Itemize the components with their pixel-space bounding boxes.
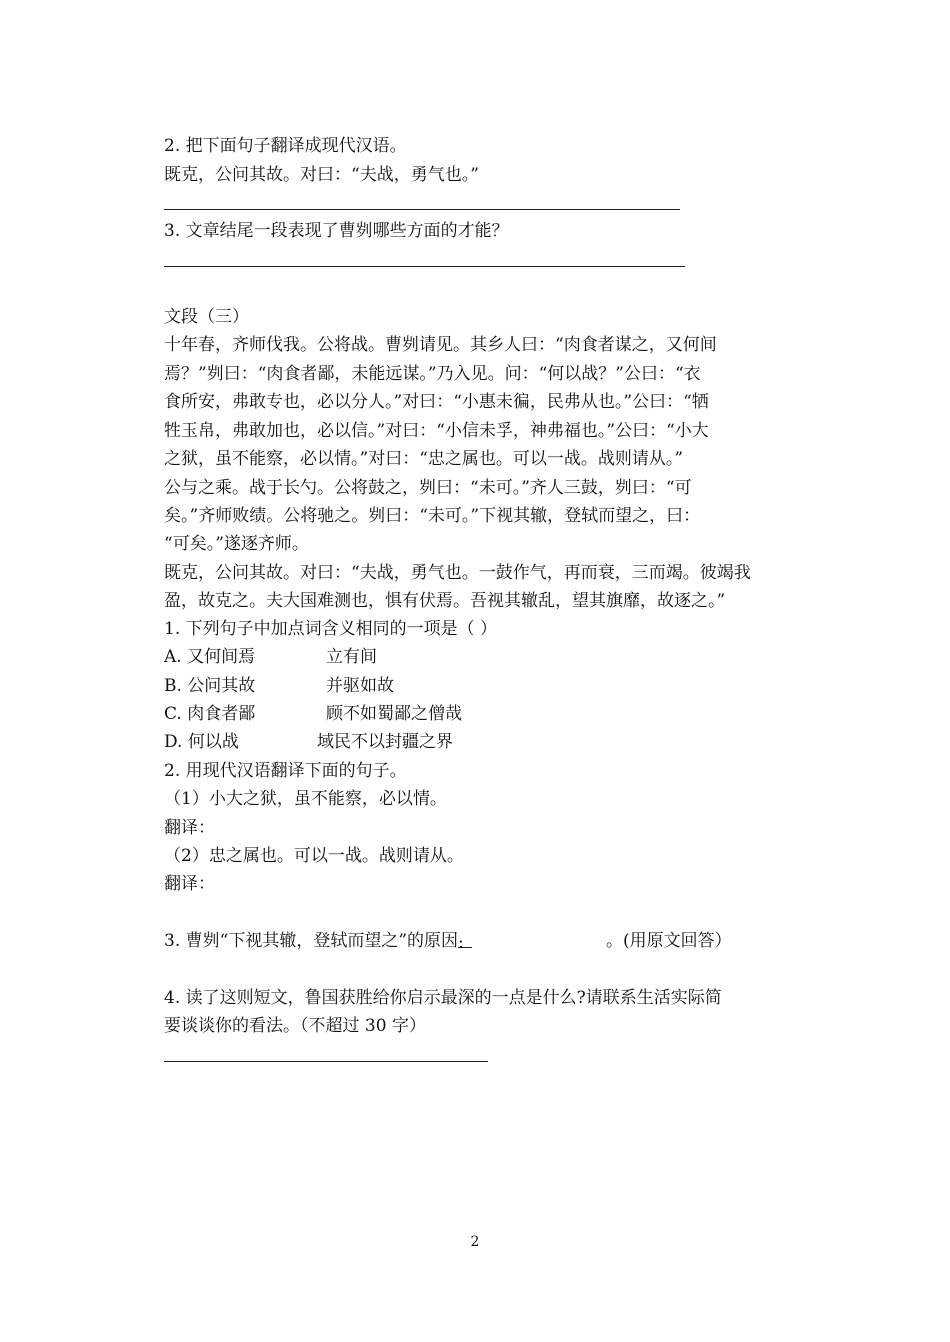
answer-line xyxy=(164,209,680,210)
question-2-item-1: （1）小大之狱，虽不能察，必以情。 xyxy=(164,789,447,809)
option-c-right: 顾不如蜀鄙之僧哉 xyxy=(326,704,462,724)
translate-label: 翻译： xyxy=(164,818,215,838)
question-2-item-2: （2）忠之属也。可以一战。战则请从。 xyxy=(164,846,464,866)
option-d-left: D. 何以战 xyxy=(164,732,239,752)
question-3-prompt: 3. 文章结尾一段表现了曹刿哪些方面的才能？ xyxy=(164,221,509,241)
option-d-right: 域民不以封疆之界 xyxy=(317,732,453,752)
option-c xyxy=(164,704,764,724)
option-b xyxy=(164,676,764,696)
option-a-right: 立有间 xyxy=(326,647,377,667)
answer-line xyxy=(164,266,685,267)
option-d xyxy=(164,732,764,752)
passage-line: “可矣。”遂逐齐师。 xyxy=(164,534,309,554)
option-b-left: B. 公问其故 xyxy=(164,676,256,696)
passage-line: 既克，公问其故。对曰：“夫战，勇气也。一鼓作气，再而衰，三而竭。彼竭我 xyxy=(164,563,751,583)
question-2-prompt: 2. 把下面句子翻译成现代汉语。 xyxy=(164,136,407,156)
option-c-left: C. 肉食者鄙 xyxy=(164,704,256,724)
question-4-prompt-line-2: 要谈谈你的看法。（不超过 30 字） xyxy=(164,1016,426,1036)
page-number: 2 xyxy=(470,1234,480,1250)
passage-line: 焉？”刿曰：“肉食者鄙，未能远谋。”乃入见。问：“何以战？”公曰：“衣 xyxy=(164,364,701,384)
translate-label: 翻译： xyxy=(164,874,215,894)
question-3-text: 3. 曹刿“下视其辙，登轼而望之”的原因 xyxy=(164,931,459,951)
answer-line xyxy=(164,1061,488,1062)
passage-line: 盈，故克之。夫大国难测也，惧有伏焉。吾视其辙乱，望其旗靡，故逐之。” xyxy=(164,591,726,611)
passage-line: 之狱，虽不能察，必以情。”对曰：“忠之属也。可以一战。战则请从。” xyxy=(164,449,684,469)
question-3-prompt xyxy=(164,931,732,951)
option-a-left: A. 又何间焉 xyxy=(164,647,256,667)
option-a xyxy=(164,647,764,667)
section-heading: 文段（三） xyxy=(164,307,249,327)
answer-blank: : xyxy=(458,933,472,948)
passage-line: 公与之乘。战于长勺。公将鼓之，刿曰：“未可。”齐人三鼓，刿曰：“可 xyxy=(164,478,692,498)
question-2-sentence: 既克，公问其故。对曰：“夫战，勇气也。” xyxy=(164,165,479,185)
question-4-prompt-line-1: 4. 读了这则短文，鲁国获胜给你启示最深的一点是什么?请联系生活实际简 xyxy=(164,988,722,1008)
question-3-suffix: 。(用原文回答） xyxy=(606,931,732,951)
passage-line: 矣。”齐师败绩。公将驰之。刿曰：“未可。”下视其辙，登轼而望之，曰： xyxy=(164,506,701,526)
passage-line: 牲玉帛，弗敢加也，必以信。”对曰：“小信未孚，神弗福也。”公曰：“小大 xyxy=(164,421,709,441)
option-b-right: 并驱如故 xyxy=(326,676,394,696)
question-2-prompt: 2. 用现代汉语翻译下面的句子。 xyxy=(164,761,407,781)
passage-line: 十年春，齐师伐我。公将战。曹刿请见。其乡人曰：“肉食者谋之，又何间 xyxy=(164,335,717,355)
passage-line: 食所安，弗敢专也，必以分人。”对曰：“小惠未徧，民弗从也。”公曰：“牺 xyxy=(164,392,709,412)
question-1-prompt: 1. 下列句子中加点词含义相同的一项是（ ） xyxy=(164,619,498,639)
